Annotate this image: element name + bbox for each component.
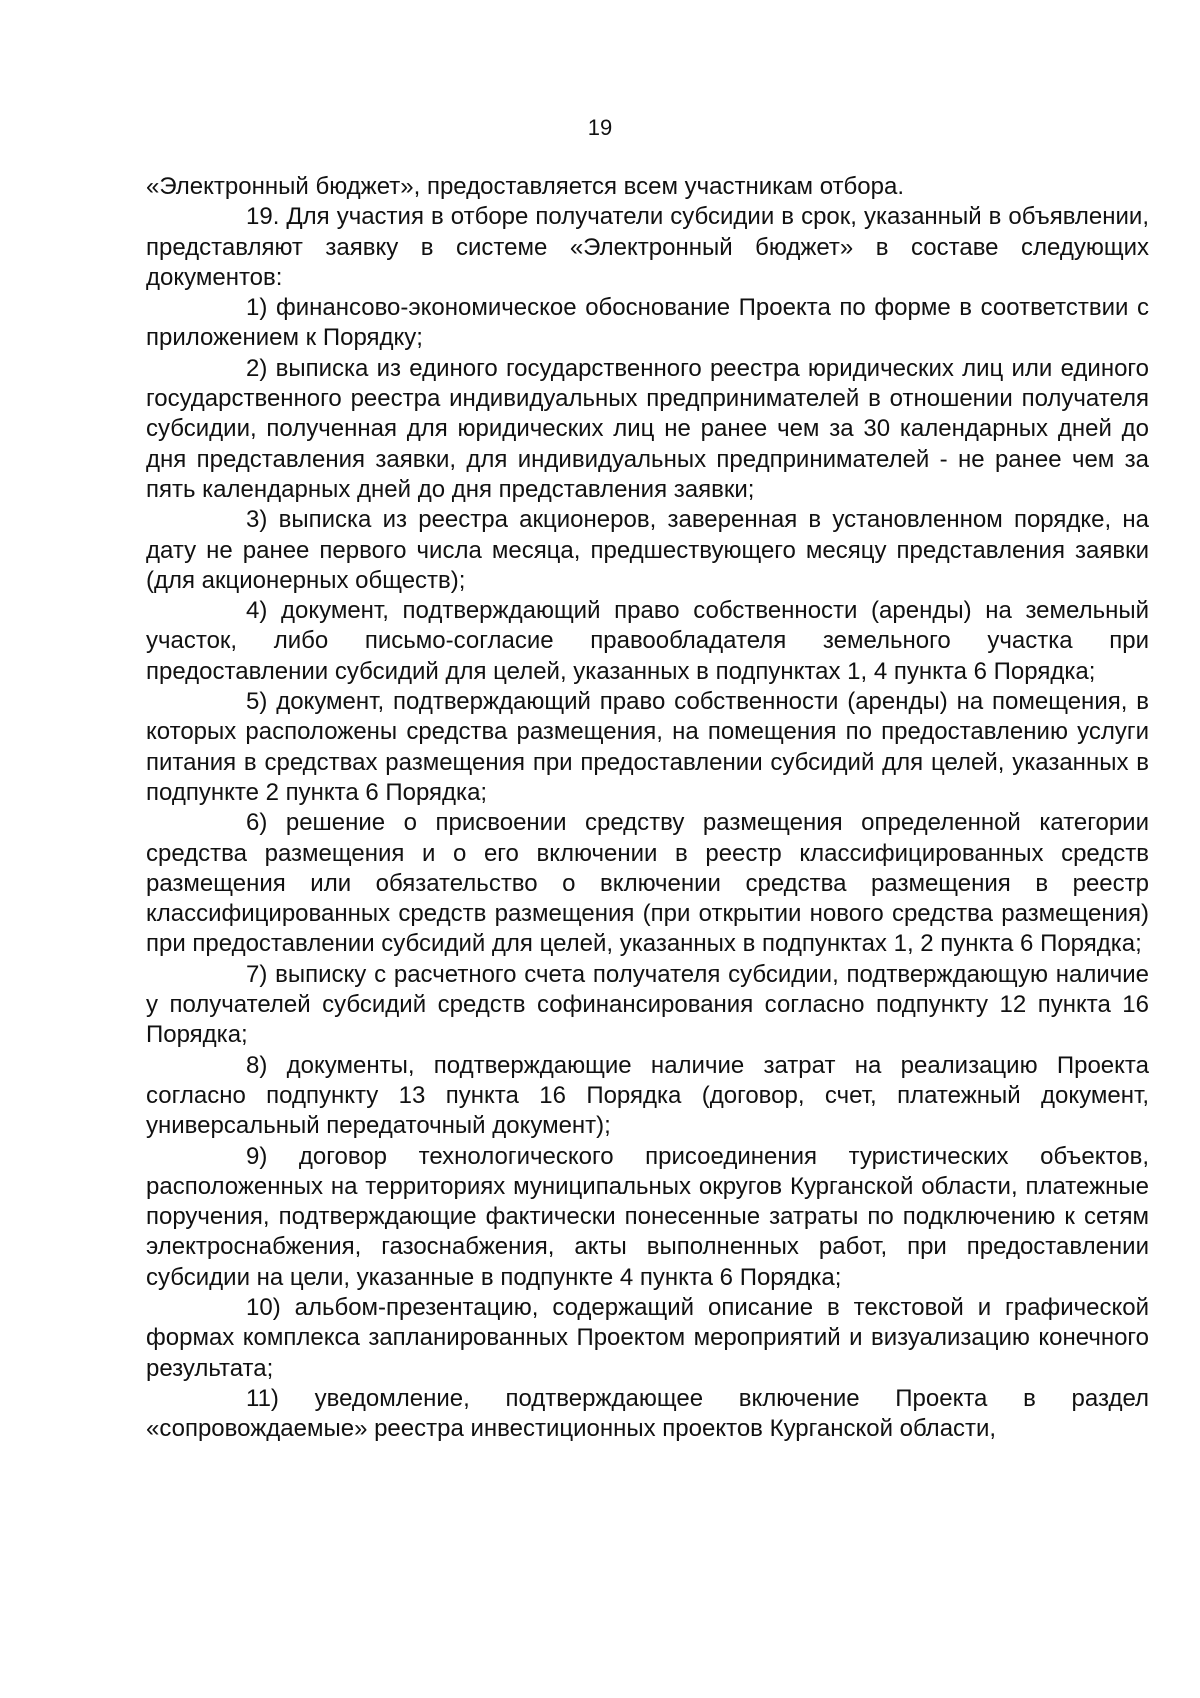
list-item-11: 11) уведомление, подтверждающее включение Проекта в раздел «сопровождаемые» реестра инвестиционных проектов Курганской области,	[146, 1384, 1149, 1443]
list-item-4: 4) документ, подтверждающий право собственности (аренды) на земельный участок, либо письмо-согласие правообладателя земельного участка при предоставлении субсидий для целей, указанных в подпунктах 1, 4 пункта 6 Порядка;	[146, 597, 1149, 685]
document-body	[146, 172, 1149, 1444]
list-item-9: 9) договор технологического присоединения туристических объектов, расположенных на территориях муниципальных округов Курганской области, платежные поручения, подтверждающие фактически понесенные затраты по подключению к сетям электроснабжения, газоснабжения, акты выполненных работ, при предоставлении субсидии на цели, указанные в подпункте 4 пункта 6 Порядка;	[146, 1142, 1149, 1291]
list-item-10: 10) альбом-презентацию, содержащий описание в текстовой и графической формах комплекса запланированных Проектом мероприятий и визуализацию конечного результата;	[146, 1293, 1149, 1382]
paragraph-continuation: «Электронный бюджет», предоставляется всем участникам отбора.	[146, 173, 904, 200]
list-item-6: 6) решение о присвоении средству размещения определенной категории средства размещения и о его включении в реестр классифицированных средств размещения или обязательство о включении средства размещения в реестр классифицированных средств размещения (при открытии нового средства размещения) при предоставлении субсидий для целей, указанных в подпунктах 1, 2 пункта 6 Порядка;	[146, 809, 1149, 958]
list-item-5: 5) документ, подтверждающий право собственности (аренды) на помещения, в которых расположены средства размещения, на помещения по предоставлению услуги питания в средствах размещения при предоставлении субсидий для целей, указанных в подпункте 2 пункта 6 Порядка;	[146, 688, 1149, 806]
list-item-2: 2) выписка из единого государственного реестра юридических лиц или единого государственного реестра индивидуальных предпринимателей в отношении получателя субсидии, полученная для юридических лиц не ранее чем за 30 календарных дней до дня представления заявки, для индивидуальных предпринимателей - не ранее чем за пять календарных дней до дня представления заявки;	[146, 354, 1149, 503]
page-number: 19	[587, 115, 613, 140]
list-item-3: 3) выписка из реестра акционеров, заверенная в установленном порядке, на дату не ранее первого числа месяца, предшествующего месяцу представления заявки (для акционерных обществ);	[146, 506, 1149, 594]
list-item-1: 1) финансово-экономическое обоснование Проекта по форме в соответствии с приложением к Порядку;	[146, 294, 1149, 352]
paragraph-clause-19: 19. Для участия в отборе получатели субсидии в срок, указанный в объявлении, представляют заявку в системе «Электронный бюджет» в составе следующих документов:	[146, 203, 1149, 291]
list-item-8: 8) документы, подтверждающие наличие затрат на реализацию Проекта согласно подпункту 13 пункта 16 Порядка (договор, счет, платежный документ, универсальный передаточный документ);	[146, 1051, 1149, 1140]
list-item-7: 7) выписку с расчетного счета получателя субсидии, подтверждающую наличие у получателей субсидий средств софинансирования согласно подпункту 12 пункта 16 Порядка;	[146, 960, 1149, 1049]
